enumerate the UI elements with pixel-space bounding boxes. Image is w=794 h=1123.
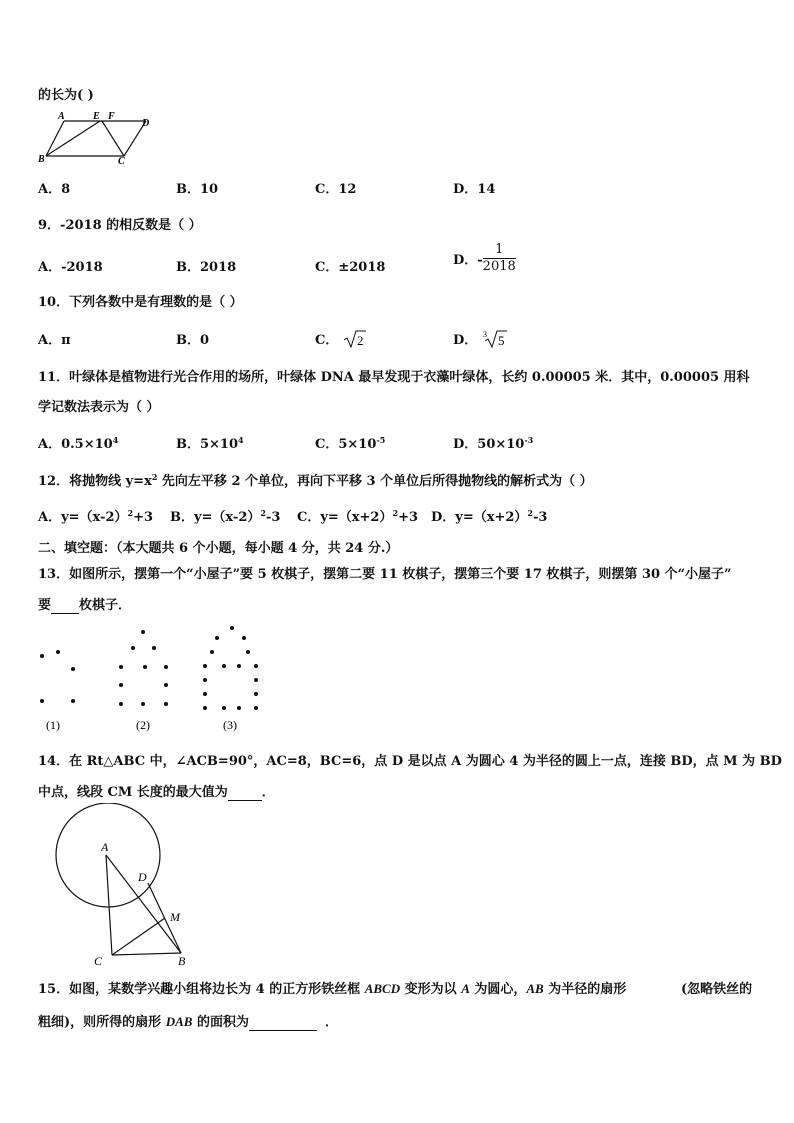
- q14-label-b: B: [178, 954, 186, 968]
- q12-option-d-post: -3: [533, 510, 548, 525]
- q10-option-c-radicand: 2: [356, 333, 364, 348]
- q12-option-a-pre: A．y=（x-2）: [38, 510, 128, 525]
- q10-option-d[interactable]: [453, 329, 508, 349]
- q13-figure: [30, 622, 280, 737]
- q11-option-b-exp: 4: [238, 435, 244, 445]
- q15-line2: [38, 1011, 338, 1031]
- q11-option-c[interactable]: [315, 433, 385, 452]
- house-3-label: (3): [223, 718, 237, 732]
- q12-option-a-post: +3: [133, 510, 154, 525]
- q15-line1: [38, 978, 626, 997]
- q10-option-d-label: D．: [453, 333, 478, 348]
- q9-option-d[interactable]: [453, 242, 516, 275]
- q8-label-c: C: [118, 156, 125, 166]
- q10-option-c-label: C．: [315, 333, 339, 348]
- q11-option-d-exp: -3: [524, 435, 534, 445]
- q11-option-c-exp: -5: [376, 435, 386, 445]
- q13-stem-line1: 13．如图所示，摆第一个“小屋子”要 5 枚棋子，摆第二要 11 枚棋子，摆第三个要 17 枚棋子，则摆第 30 个“小屋子”: [38, 567, 732, 582]
- house-1-label: (1): [46, 718, 60, 732]
- q9-option-d-prefix: D．-: [453, 253, 483, 268]
- q14-stem-line2: [38, 781, 275, 801]
- q14-stem-line2-text: 中点，线段 CM 长度的最大值为: [38, 785, 228, 800]
- q11-stem-line1: 11．叶绿体是植物进行光合作用的场所，叶绿体 DNA 最早发现于衣藻叶绿体，长约 0.00005 米．其中，0.00005 用科: [38, 370, 750, 385]
- q14-label-c: C: [94, 954, 103, 968]
- q15-line1-c: 为圆心，: [469, 982, 527, 997]
- q11-option-c-base: C．5×10: [315, 437, 377, 452]
- house-2-label: (2): [136, 718, 150, 732]
- section2-heading: 二、填空题：（本大题共 6 个小题，每小题 4 分，共 24 分.）: [38, 541, 399, 556]
- q10-option-c[interactable]: [315, 329, 367, 349]
- q12-stem: [38, 470, 593, 489]
- q11-option-b-base: B．5×10: [176, 437, 239, 452]
- q8-option-b[interactable]: B．10: [176, 182, 219, 197]
- q9-option-c[interactable]: C．±2018: [315, 260, 386, 275]
- q15-abcd: ABCD: [364, 981, 401, 996]
- q8-option-d[interactable]: D．14: [453, 182, 496, 197]
- q12-option-d-pre: D．y=（x+2）: [431, 510, 528, 525]
- q9-option-d-numerator: 1: [483, 242, 516, 259]
- q8-label-d: D: [142, 118, 150, 129]
- q14-figure: [48, 803, 198, 968]
- q8-figure: [36, 106, 156, 166]
- q11-option-d-base: D．50×10: [453, 437, 525, 452]
- q12-option-d[interactable]: [431, 506, 547, 525]
- q8-label-b: B: [38, 154, 45, 165]
- q10-option-d-radicand: 5: [497, 333, 505, 348]
- q15-ab: AB: [526, 981, 544, 996]
- q11-option-a[interactable]: [38, 433, 118, 452]
- q10-stem: 10．下列各数中是有理数的是（ ）: [38, 295, 243, 310]
- q14-answer-blank[interactable]: [228, 785, 262, 801]
- q8-label-a: A: [58, 111, 65, 122]
- q15-line1-b: 变形为以: [400, 982, 462, 997]
- q14-label-m: M: [170, 910, 180, 924]
- q8-label-e: E: [93, 111, 100, 122]
- q11-option-a-base: A．0.5×10: [38, 437, 113, 452]
- q13-stem-line2-a: 要: [38, 598, 52, 613]
- q14-stem-line1: 14．在 Rt△ABC 中，∠ACB=90°，AC=8，BC=6，点 D 是以点 A 为圆心 4 为半径的圆上一点，连接 BD，点 M 为 BD: [38, 754, 782, 769]
- q11-option-b[interactable]: [176, 433, 244, 452]
- q9-option-d-denominator: 2018: [482, 259, 516, 274]
- q13-answer-blank[interactable]: [51, 598, 79, 614]
- q15-line2-end: ．: [324, 1015, 338, 1030]
- q15-line1-a: 15．如图，某数学兴趣小组将边长为 4 的正方形铁丝框: [38, 982, 365, 997]
- q12-option-a-exp: 2: [127, 508, 134, 518]
- q12-option-b-exp: 2: [260, 508, 266, 518]
- q12-option-c-exp: 2: [392, 508, 399, 518]
- q8-option-c[interactable]: C．12: [315, 182, 357, 197]
- q10-option-a[interactable]: A．π: [38, 333, 71, 348]
- q12-option-b-pre: B．y=（x-2）: [170, 510, 261, 525]
- q11-option-a-exp: 4: [112, 435, 119, 445]
- house-1-dots: [40, 650, 75, 703]
- cube-root-icon: [482, 329, 508, 349]
- q8-stem: 的长为( ): [38, 88, 94, 103]
- q9-stem: 9．-2018 的相反数是（ ）: [38, 218, 202, 233]
- q15-line1-end: (忽略铁丝的: [681, 982, 753, 997]
- q15-dab: DAB: [165, 1014, 193, 1029]
- q8-option-a[interactable]: A．8: [38, 182, 71, 197]
- q9-option-b[interactable]: B．2018: [176, 260, 237, 275]
- q12-stem-a: 12．将抛物线 y=x: [38, 474, 152, 489]
- q15-line2-b: 的面积为: [192, 1015, 249, 1030]
- q15-answer-blank[interactable]: [249, 1015, 317, 1031]
- q11-option-d[interactable]: [453, 433, 533, 452]
- q15-point-a: A: [461, 981, 470, 996]
- house-3-dots: [203, 626, 258, 710]
- q10-option-b[interactable]: B．0: [176, 333, 210, 348]
- q13-stem-line2: [38, 594, 131, 614]
- q8-label-f: F: [108, 111, 115, 122]
- q12-option-d-exp: 2: [527, 508, 533, 518]
- q12-option-b-post: -3: [265, 510, 281, 525]
- q10-option-d-index: 3: [482, 330, 487, 339]
- q12-stem-exp: 2: [151, 472, 158, 482]
- q12-option-b[interactable]: [170, 506, 280, 525]
- q12-option-a[interactable]: [38, 506, 153, 525]
- q13-stem-line2-b: 枚棋子．: [79, 598, 132, 613]
- sqrt-icon: [343, 329, 367, 349]
- q9-option-a[interactable]: A．-2018: [38, 260, 103, 275]
- q15-line2-a: 粗细)，则所得的扇形: [38, 1015, 166, 1030]
- q14-label-a: A: [101, 840, 109, 854]
- house-2-dots: [119, 630, 168, 706]
- q14-stem-line2-end: ．: [261, 785, 275, 800]
- q12-option-c-post: +3: [398, 510, 419, 525]
- q15-line1-d: 为半径的扇形: [543, 982, 627, 997]
- q12-stem-b: 先向左平移 2 个单位，再向下平移 3 个单位后所得抛物线的解析式为（ ）: [157, 474, 593, 489]
- q12-option-c[interactable]: [297, 506, 418, 525]
- q12-option-c-pre: C．y=（x+2）: [297, 510, 393, 525]
- q14-label-d: D: [138, 870, 147, 884]
- q11-stem-line2: 学记数法表示为（ ）: [38, 400, 160, 415]
